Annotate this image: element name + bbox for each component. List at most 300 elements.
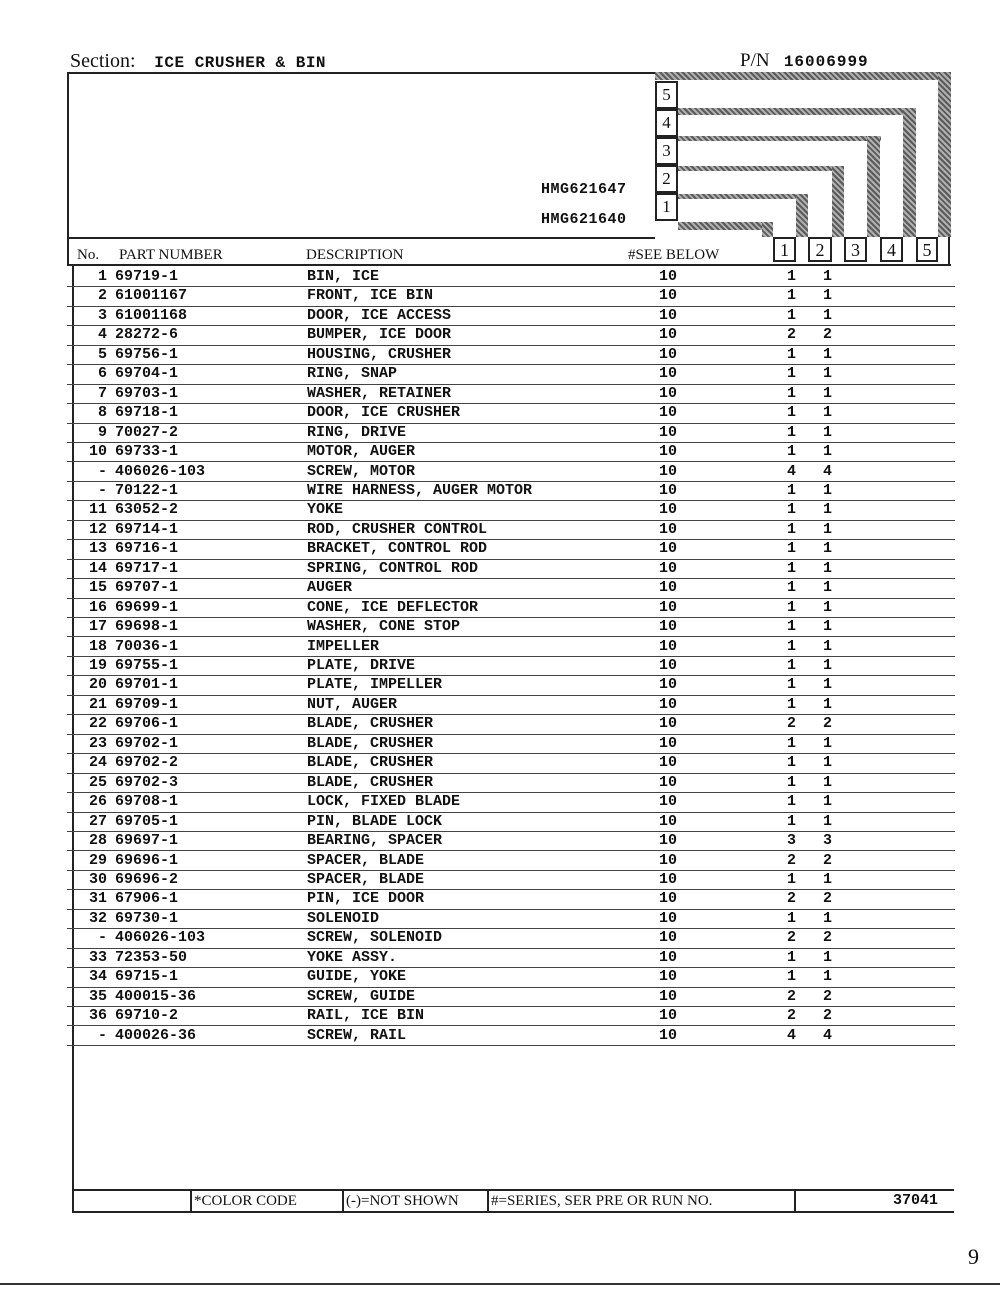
series-code: 10: [659, 306, 678, 324]
table-row: [67, 385, 955, 404]
item-number: 36: [88, 1007, 107, 1025]
qty-series-1: 1: [787, 443, 797, 461]
series-code: 10: [659, 637, 678, 655]
description: GUIDE, YOKE: [307, 968, 407, 986]
series-code: 10: [659, 1026, 678, 1044]
part-number: 69716-1: [115, 540, 179, 558]
table-row: [67, 346, 955, 365]
footer-legend: [72, 1189, 954, 1211]
section-heading: [70, 50, 326, 73]
part-number: 69730-1: [115, 909, 179, 927]
qty-series-2: 1: [823, 559, 833, 577]
part-number: 69701-1: [115, 676, 179, 694]
item-number: 9: [97, 423, 107, 441]
table-row: [67, 307, 955, 326]
series-code: 10: [659, 540, 678, 558]
series-box-1: 1: [655, 193, 678, 221]
description: MOTOR, AUGER: [307, 443, 416, 461]
series-4-bracket: [678, 108, 916, 115]
qty-series-1: 1: [787, 540, 797, 558]
part-number: 69718-1: [115, 404, 179, 422]
series-code: 10: [659, 618, 678, 636]
description: BLADE, CRUSHER: [307, 734, 434, 752]
description: DOOR, ICE ACCESS: [307, 306, 452, 324]
qty-series-1: 2: [787, 1007, 797, 1025]
item-number: 17: [88, 618, 107, 636]
qty-series-2: 1: [823, 754, 833, 772]
qty-series-2: 2: [823, 715, 833, 733]
series-code: 10: [659, 793, 678, 811]
part-number: 69702-3: [115, 773, 179, 791]
description: PLATE, IMPELLER: [307, 676, 443, 694]
description: SPACER, BLADE: [307, 870, 425, 888]
section-label: Section:: [70, 50, 136, 72]
qty-series-2: 2: [823, 890, 833, 908]
part-number: 69707-1: [115, 579, 179, 597]
table-row: [67, 521, 955, 540]
qty-series-1: 1: [787, 520, 797, 538]
qty-series-2: 1: [823, 773, 833, 791]
qty-series-2: 1: [823, 676, 833, 694]
series-5-bracket-vertical: [938, 72, 951, 237]
qty-series-1: 1: [787, 365, 797, 383]
table-row: [67, 424, 955, 443]
series-code: 10: [659, 890, 678, 908]
description: RAIL, ICE BIN: [307, 1007, 425, 1025]
part-number: 69708-1: [115, 793, 179, 811]
qty-series-2: 1: [823, 423, 833, 441]
item-number: 30: [88, 870, 107, 888]
description: PLATE, DRIVE: [307, 657, 416, 674]
qty-series-1: 1: [787, 793, 797, 811]
part-number: 69696-2: [115, 870, 179, 888]
item-number: 4: [97, 326, 107, 344]
table-row: [67, 852, 955, 871]
series-code: 10: [659, 851, 678, 869]
table-row: [67, 501, 955, 520]
table-row: [67, 715, 955, 734]
qty-series-1: 1: [787, 870, 797, 888]
item-number: 29: [88, 851, 107, 869]
description: SCREW, RAIL: [307, 1026, 407, 1044]
qty-series-1: 1: [787, 812, 797, 830]
item-number: 33: [88, 948, 107, 966]
description: PIN, ICE DOOR: [307, 890, 425, 908]
description: SOLENOID: [307, 909, 380, 927]
part-number: 63052-2: [115, 501, 179, 519]
table-row: [67, 696, 955, 715]
description: DOOR, ICE CRUSHER: [307, 404, 461, 422]
description: AUGER: [307, 579, 353, 597]
header-no: No.: [77, 247, 100, 263]
header-description: DESCRIPTION: [306, 247, 404, 263]
item-number: 26: [88, 793, 107, 811]
series-code: 10: [659, 948, 678, 966]
item-number: -: [97, 1026, 107, 1044]
series-code: 10: [659, 579, 678, 597]
item-number: -: [97, 481, 107, 499]
item-number: 1: [97, 268, 107, 285]
series-code: 10: [659, 481, 678, 499]
item-number: 11: [88, 501, 107, 519]
footer-color-code: *COLOR CODE: [190, 1191, 320, 1211]
series-2-bracket: [678, 166, 844, 171]
series-code: 10: [659, 559, 678, 577]
qty-series-2: 1: [823, 734, 833, 752]
qty-series-2: 1: [823, 793, 833, 811]
column-series-2: 2: [808, 237, 832, 262]
description: LOCK, FIXED BLADE: [307, 793, 461, 811]
qty-series-1: 3: [787, 832, 797, 850]
item-number: 20: [88, 676, 107, 694]
table-row: [67, 443, 955, 462]
base-bracket-vertical: [762, 222, 773, 237]
table-row: [67, 540, 955, 559]
item-number: 23: [88, 734, 107, 752]
table-row: [67, 482, 955, 501]
qty-series-2: 1: [823, 579, 833, 597]
table-row: [67, 657, 955, 676]
description: BEARING, SPACER: [307, 832, 443, 850]
table-row: [67, 949, 955, 968]
qty-series-2: 1: [823, 404, 833, 422]
footer-divider: [794, 1191, 796, 1211]
part-number: 69710-2: [115, 1007, 179, 1025]
qty-series-2: 1: [823, 968, 833, 986]
part-number: 69755-1: [115, 657, 179, 674]
qty-series-1: 2: [787, 715, 797, 733]
item-number: -: [97, 462, 107, 480]
part-number: 70122-1: [115, 481, 179, 499]
description: SPACER, BLADE: [307, 851, 425, 869]
description: CONE, ICE DEFLECTOR: [307, 598, 479, 616]
part-number: 69709-1: [115, 695, 179, 713]
item-number: 10: [88, 443, 107, 461]
table-row: [67, 579, 955, 598]
series-code: 10: [659, 754, 678, 772]
series-code: 10: [659, 345, 678, 363]
table-row: [67, 326, 955, 345]
qty-series-2: 4: [823, 462, 833, 480]
series-code: 10: [659, 734, 678, 752]
column-series-4: 4: [880, 237, 903, 262]
pn-label: P/N: [740, 50, 770, 71]
header-part-number: PART NUMBER: [119, 247, 223, 263]
part-number: 406026-103: [115, 929, 206, 947]
part-number: 69705-1: [115, 812, 179, 830]
description: NUT, AUGER: [307, 695, 398, 713]
description: WASHER, CONE STOP: [307, 618, 461, 636]
part-number: 69697-1: [115, 832, 179, 850]
footer-doc-number: 37041: [892, 1192, 938, 1209]
column-series-3: 3: [844, 237, 867, 262]
qty-series-1: 2: [787, 987, 797, 1005]
description: RING, DRIVE: [307, 423, 407, 441]
series-box-3: 3: [655, 137, 678, 165]
series-code: 10: [659, 1007, 678, 1025]
item-number: 14: [88, 559, 107, 577]
qty-series-2: 1: [823, 618, 833, 636]
part-number: 69703-1: [115, 384, 179, 402]
part-number: 67906-1: [115, 890, 179, 908]
part-number: 61001167: [115, 287, 188, 305]
series-code: 10: [659, 832, 678, 850]
qty-series-1: 2: [787, 929, 797, 947]
qty-series-2: 1: [823, 598, 833, 616]
table-row: [67, 365, 955, 384]
part-number: 61001168: [115, 306, 188, 324]
item-number: 7: [97, 384, 107, 402]
item-number: 19: [88, 657, 107, 674]
table-row: [67, 1027, 955, 1046]
qty-series-1: 4: [787, 1026, 797, 1044]
description: BUMPER, ICE DOOR: [307, 326, 452, 344]
part-number: 406026-103: [115, 462, 206, 480]
qty-series-2: 1: [823, 657, 833, 674]
series-code: 10: [659, 384, 678, 402]
item-number: 31: [88, 890, 107, 908]
item-number: 28: [88, 832, 107, 850]
item-number: 16: [88, 598, 107, 616]
item-number: 27: [88, 812, 107, 830]
header-divider: [67, 237, 655, 239]
description: HOUSING, CRUSHER: [307, 345, 452, 363]
table-row: [67, 618, 955, 637]
series-2-bracket-vertical: [832, 166, 844, 237]
series-code: 10: [659, 870, 678, 888]
series-code: 10: [659, 404, 678, 422]
table-row: [67, 287, 955, 306]
part-number: 69714-1: [115, 520, 179, 538]
part-number: 69733-1: [115, 443, 179, 461]
series-code: 10: [659, 462, 678, 480]
series-code: 10: [659, 773, 678, 791]
qty-series-1: 1: [787, 618, 797, 636]
series-code: 10: [659, 423, 678, 441]
qty-series-2: 1: [823, 287, 833, 305]
table-row: [67, 676, 955, 695]
base-bracket: [678, 222, 773, 230]
footer-not-shown: (-)=NOT SHOWN: [342, 1191, 486, 1211]
part-number: 72353-50: [115, 948, 188, 966]
qty-series-2: 1: [823, 306, 833, 324]
item-number: 18: [88, 637, 107, 655]
qty-series-1: 1: [787, 481, 797, 499]
qty-series-1: 2: [787, 326, 797, 344]
description: IMPELLER: [307, 637, 380, 655]
table-row: [67, 638, 955, 657]
series-code: 10: [659, 657, 678, 674]
table-row: [67, 754, 955, 773]
description: SPRING, CONTROL ROD: [307, 559, 479, 577]
series-3-bracket-vertical: [867, 136, 880, 237]
pn-value: 16006999: [783, 53, 869, 71]
series-code: 10: [659, 812, 678, 830]
item-number: 21: [88, 695, 107, 713]
series-code: 10: [659, 676, 678, 694]
qty-series-2: 3: [823, 832, 833, 850]
table-row: [67, 988, 955, 1007]
series-3-bracket: [678, 136, 881, 141]
qty-series-1: 4: [787, 462, 797, 480]
qty-series-1: 1: [787, 598, 797, 616]
part-number: 70027-2: [115, 423, 179, 441]
qty-series-1: 1: [787, 773, 797, 791]
series-5-bracket: [655, 72, 951, 80]
series-code: 10: [659, 268, 678, 285]
table-row: [67, 910, 955, 929]
table-row: [67, 890, 955, 909]
qty-series-2: 2: [823, 326, 833, 344]
part-number: 69698-1: [115, 618, 179, 636]
part-number: 69704-1: [115, 365, 179, 383]
series-code: 10: [659, 520, 678, 538]
series-code: 10: [659, 929, 678, 947]
table-row: [67, 560, 955, 579]
table-row: [67, 793, 955, 812]
series-code: 10: [659, 909, 678, 927]
item-number: 32: [88, 909, 107, 927]
qty-series-2: 1: [823, 812, 833, 830]
table-row: [67, 268, 955, 287]
item-number: 25: [88, 773, 107, 791]
qty-series-2: 4: [823, 1026, 833, 1044]
part-number: 70036-1: [115, 637, 179, 655]
description: YOKE: [307, 501, 344, 519]
qty-series-1: 1: [787, 948, 797, 966]
qty-series-1: 1: [787, 268, 797, 285]
item-number: 12: [88, 520, 107, 538]
item-number: 34: [88, 968, 107, 986]
description: PIN, BLADE LOCK: [307, 812, 443, 830]
qty-series-1: 1: [787, 423, 797, 441]
qty-series-2: 2: [823, 987, 833, 1005]
qty-series-2: 2: [823, 929, 833, 947]
item-number: 15: [88, 579, 107, 597]
item-number: 35: [88, 987, 107, 1005]
table-row: [67, 599, 955, 618]
qty-series-2: 1: [823, 384, 833, 402]
qty-series-1: 1: [787, 968, 797, 986]
part-number: 69706-1: [115, 715, 179, 733]
series-code: 10: [659, 715, 678, 733]
qty-series-2: 1: [823, 870, 833, 888]
table-row: [67, 774, 955, 793]
item-number: 2: [97, 287, 107, 305]
description: ROD, CRUSHER CONTROL: [307, 520, 488, 538]
item-number: 3: [97, 306, 107, 324]
table-row: [67, 813, 955, 832]
item-number: 8: [97, 404, 107, 422]
qty-series-2: 2: [823, 851, 833, 869]
qty-series-1: 1: [787, 404, 797, 422]
qty-series-1: 2: [787, 890, 797, 908]
description: WIRE HARNESS, AUGER MOTOR: [307, 481, 533, 499]
header-see-below: #SEE BELOW: [628, 247, 720, 263]
qty-series-1: 1: [787, 734, 797, 752]
qty-series-1: 1: [787, 501, 797, 519]
part-number: 69717-1: [115, 559, 179, 577]
item-number: 13: [88, 540, 107, 558]
page-number: 9: [968, 1244, 979, 1269]
series-code: 10: [659, 287, 678, 305]
table-row: [67, 463, 955, 482]
item-number: -: [97, 929, 107, 947]
qty-series-2: 1: [823, 501, 833, 519]
series-1-bracket-vertical: [796, 194, 808, 237]
qty-series-1: 1: [787, 695, 797, 713]
footer-series-note: #=SERIES, SER PRE OR RUN NO.: [487, 1191, 781, 1211]
description: BRACKET, CONTROL ROD: [307, 540, 488, 558]
table-row: [67, 832, 955, 851]
qty-series-2: 1: [823, 948, 833, 966]
qty-series-2: 1: [823, 637, 833, 655]
qty-series-1: 1: [787, 579, 797, 597]
column-series-1: 1: [773, 237, 796, 262]
table-row: [67, 735, 955, 754]
description: YOKE ASSY.: [307, 948, 398, 966]
qty-series-2: 1: [823, 540, 833, 558]
qty-series-1: 1: [787, 754, 797, 772]
item-number: 22: [88, 715, 107, 733]
part-number: 69702-2: [115, 754, 179, 772]
table-row: [67, 1007, 955, 1026]
description: FRONT, ICE BIN: [307, 287, 434, 305]
series-box-5: 5: [655, 81, 678, 109]
part-number: 69715-1: [115, 968, 179, 986]
qty-series-1: 1: [787, 306, 797, 324]
item-number: 6: [97, 365, 107, 383]
table-row: [67, 871, 955, 890]
qty-series-1: 1: [787, 637, 797, 655]
description: SCREW, MOTOR: [307, 462, 416, 480]
table-row: [67, 404, 955, 423]
qty-series-1: 1: [787, 676, 797, 694]
item-number: 5: [97, 345, 107, 363]
series-4-bracket-vertical: [903, 108, 916, 237]
part-number: 69696-1: [115, 851, 179, 869]
qty-series-2: 1: [823, 909, 833, 927]
part-number: 69719-1: [115, 268, 179, 285]
model-hmg621647: HMG621647: [541, 181, 627, 198]
qty-series-2: 1: [823, 365, 833, 383]
item-number: 24: [88, 754, 107, 772]
qty-series-1: 1: [787, 657, 797, 674]
part-number: 400015-36: [115, 987, 197, 1005]
qty-series-2: 1: [823, 268, 833, 285]
table-row: [67, 968, 955, 987]
section-title: ICE CRUSHER & BIN: [154, 54, 327, 72]
qty-series-1: 1: [787, 559, 797, 577]
qty-series-1: 1: [787, 345, 797, 363]
series-code: 10: [659, 968, 678, 986]
series-code: 10: [659, 365, 678, 383]
qty-series-2: 1: [823, 443, 833, 461]
description: RING, SNAP: [307, 365, 398, 383]
series-box-4: 4: [655, 109, 678, 137]
part-number-heading: [740, 50, 869, 72]
part-number: 69702-1: [115, 734, 179, 752]
table-row: [67, 929, 955, 948]
series-code: 10: [659, 443, 678, 461]
series-1-bracket: [678, 194, 808, 199]
model-hmg621640: HMG621640: [541, 211, 627, 228]
page-bottom-rule: [0, 1283, 1000, 1285]
qty-series-2: 1: [823, 481, 833, 499]
qty-series-2: 2: [823, 1007, 833, 1025]
series-box-2: 2: [655, 165, 678, 193]
qty-series-1: 1: [787, 384, 797, 402]
